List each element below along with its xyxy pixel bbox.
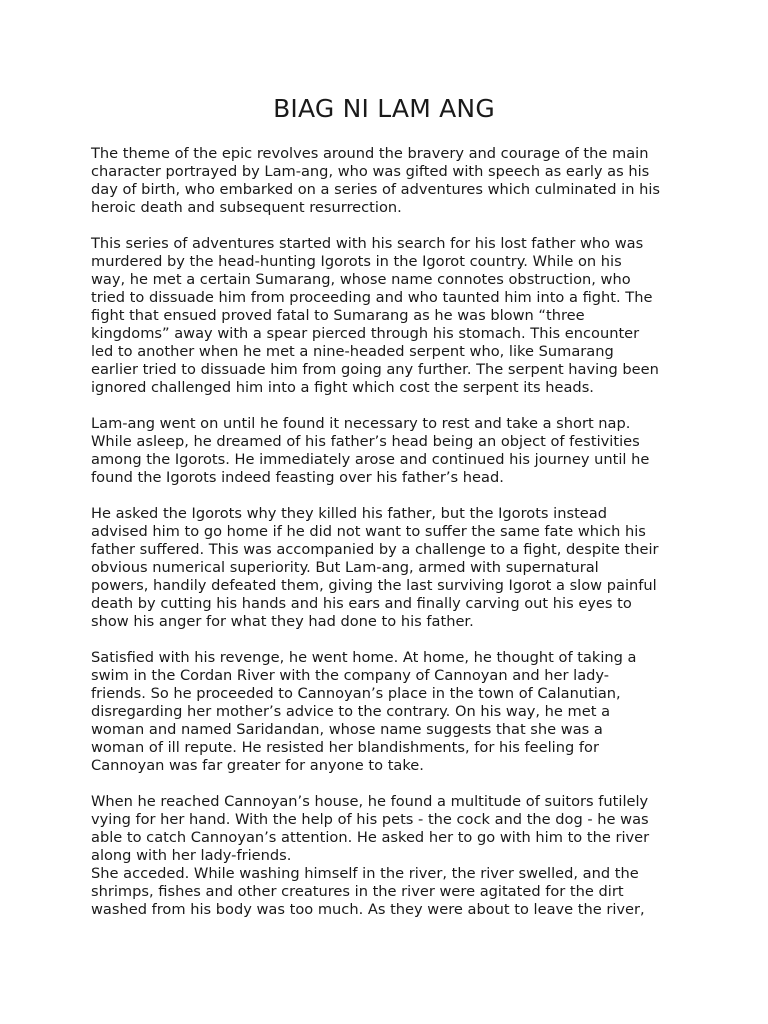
text-line: Cannoyan was far greater for anyone to take. [91,757,424,774]
text-line: heroic death and subsequent resurrection. [91,199,402,216]
text-line: way, he met a certain Sumarang, whose name connotes obstruction, who [91,271,631,288]
text-line: father suffered. This was accompanied by a challenge to a fight, despite their [91,541,659,558]
text-line: found the Igorots indeed feasting over his father’s head. [91,469,504,486]
text-line: woman of ill repute. He resisted her blandishments, for his feeling for [91,739,599,756]
text-line: washed from his body was too much. As they were about to leave the river, [91,901,645,918]
document-body [91,145,691,919]
text-line: shrimps, fishes and other creatures in the river were agitated for the dirt [91,883,624,900]
paragraph-4 [91,505,691,631]
text-line: friends. So he proceeded to Cannoyan’s place in the town of Calanutian, [91,685,621,702]
text-line: When he reached Cannoyan’s house, he found a multitude of suitors futilely [91,793,649,810]
text-line: ignored challenged him into a fight which cost the serpent its heads. [91,379,594,396]
text-line: woman and named Saridandan, whose name suggests that she was a [91,721,603,738]
text-line: Satisfied with his revenge, he went home. At home, he thought of taking a [91,649,637,666]
text-line: advised him to go home if he did not want to suffer the same fate which his [91,523,646,540]
document-title: BIAG NI LAM ANG [273,94,495,123]
text-line: earlier tried to dissuade him from going any further. The serpent having been [91,361,659,378]
paragraph-2 [91,235,691,397]
text-line: disregarding her mother’s advice to the contrary. On his way, he met a [91,703,611,720]
text-line: While asleep, he dreamed of his father’s head being an object of festivities [91,433,640,450]
text-line: character portrayed by Lam-ang, who was gifted with speech as early as his [91,163,650,180]
text-line: kingdoms” away with a spear pierced through his stomach. This encounter [91,325,640,342]
paragraph-3 [91,415,691,487]
text-line: death by cutting his hands and his ears and finally carving out his eyes to [91,595,632,612]
text-line: swim in the Cordan River with the company of Cannoyan and her lady- [91,667,610,684]
text-line: He asked the Igorots why they killed his father, but the Igorots instead [91,505,607,522]
text-line: along with her lady-friends. [91,847,292,864]
paragraph-6 [91,793,691,919]
text-line: Lam-ang went on until he found it necessary to rest and take a short nap. [91,415,631,432]
paragraph-5 [91,649,691,775]
text-line: among the Igorots. He immediately arose and continued his journey until he [91,451,650,468]
text-line: obvious numerical superiority. But Lam-ang, armed with supernatural [91,559,599,576]
text-line: show his anger for what they had done to his father. [91,613,474,630]
text-line: day of birth, who embarked on a series of adventures which culminated in his [91,181,661,198]
text-line: fight that ensued proved fatal to Sumarang as he was blown “three [91,307,585,324]
text-line: able to catch Cannoyan’s attention. He asked her to go with him to the river [91,829,650,846]
text-line: murdered by the head-hunting Igorots in the Igorot country. While on his [91,253,622,270]
text-line: This series of adventures started with his search for his lost father who was [91,235,644,252]
text-line: led to another when he met a nine-headed serpent who, like Sumarang [91,343,614,360]
text-line: powers, handily defeated them, giving the last surviving Igorot a slow painful [91,577,657,594]
text-line: tried to dissuade him from proceeding and who taunted him into a fight. The [91,289,653,306]
text-line: vying for her hand. With the help of his pets - the cock and the dog - he was [91,811,649,828]
text-line: The theme of the epic revolves around the bravery and courage of the main [91,145,649,162]
text-line: She acceded. While washing himself in the river, the river swelled, and the [91,865,639,882]
paragraph-1 [91,145,691,217]
